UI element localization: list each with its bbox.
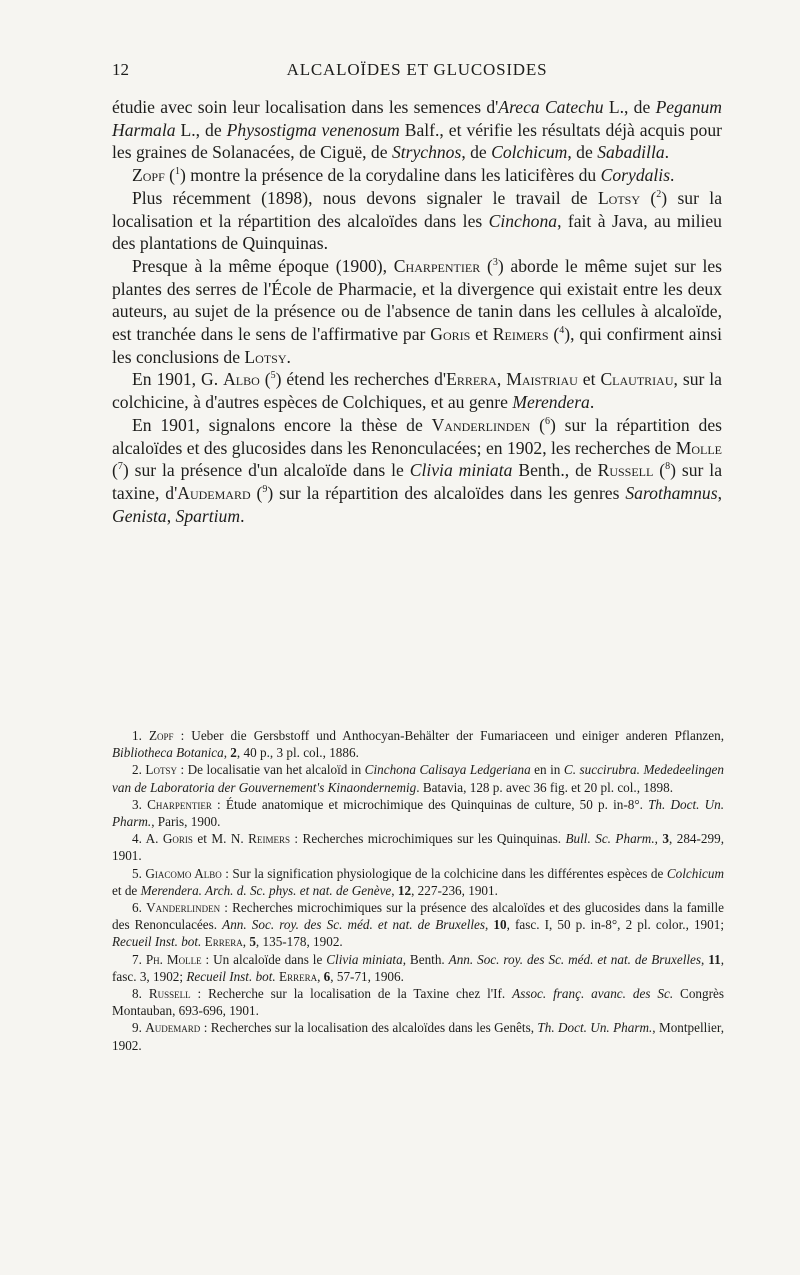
page-header	[112, 60, 722, 86]
footnote-ref: 5	[270, 370, 276, 382]
text: , Montpellier, 1902.	[112, 1020, 725, 1053]
text: : Un alcaloïde dans le	[201, 951, 327, 967]
journal-title: Th. Doct. Un. Pharm.	[112, 796, 724, 830]
text: 1.	[132, 728, 149, 743]
author-name: Russell	[148, 986, 191, 1002]
text: : Étude anatomique et microchimique des Quinquinas de culture, 50 p. in-8°.	[211, 796, 649, 812]
author-name: Lotsy	[244, 346, 287, 367]
text: Presque à la même époque (1900),	[132, 255, 394, 276]
footnote-ref: 2	[656, 188, 662, 200]
text: ) sur la taxine, d'	[112, 460, 723, 503]
footnote-7	[112, 951, 724, 985]
author-name: Zopf	[148, 728, 174, 743]
genus-name: Colchicum	[491, 142, 568, 163]
page-number: 12	[112, 60, 129, 79]
text: ) sur la répartition des alcaloïdes et des glucosides dans les Renonculacées; en 1902, les recherches de	[112, 414, 722, 458]
text: Congrès Montauban, 693-696, 1901.	[112, 986, 724, 1019]
text: ,	[485, 917, 494, 933]
author-name: Charpentier	[393, 255, 481, 276]
footnote-ref: 3	[492, 257, 498, 269]
text: ), qui confirment ainsi les conclusions de	[112, 324, 722, 367]
text: L., de	[603, 97, 656, 117]
text: , Benth.	[402, 951, 449, 967]
text: (	[164, 165, 176, 186]
author-name: Lotsy	[145, 762, 177, 778]
journal-title: C. succirubra. Mededeelingen van de Laboratoria der Gouvernement's Kinaondernemig	[112, 762, 724, 795]
author-name: Charpentier	[147, 796, 212, 812]
author-name: Errera	[279, 968, 318, 984]
text: 7.	[132, 951, 146, 967]
species-name: Peganum Harmala	[112, 97, 723, 140]
genus-name: Strychnos	[391, 142, 462, 163]
text: , fasc. 3, 1902;	[112, 951, 725, 984]
paragraph-6	[112, 414, 722, 528]
author-name: Maistriau	[506, 369, 578, 390]
author-name: Clautriau	[600, 369, 674, 390]
footnote-1	[112, 727, 724, 761]
text: (	[548, 324, 560, 345]
journal-title: Bibliotheca Botanica	[112, 745, 224, 761]
footnote-ref: 9	[262, 484, 268, 496]
text: (	[480, 255, 493, 276]
author-name: Giacomo Albo	[145, 865, 222, 881]
text: et	[577, 369, 601, 390]
author-name: Albo	[223, 369, 260, 390]
paragraph-2	[112, 164, 722, 187]
text: ) sur la localisation et la répartition des alcaloïdes dans les	[112, 187, 723, 231]
text: ) sur la répartition des alcaloïdes dans les genres	[267, 482, 626, 503]
author-name: Errera	[446, 369, 497, 390]
journal-title: Ann. Soc. roy. des Sc. méd. et nat. de Bruxelles	[222, 917, 486, 933]
footnote-9	[112, 1019, 724, 1053]
author-name: Russell	[597, 460, 654, 481]
journal-title: Recueil Inst. bot.	[186, 968, 280, 984]
volume-number: 2	[230, 745, 237, 761]
genus-name: Cinchona	[488, 210, 558, 231]
text: : Recherche sur la localisation de la Taxine chez l'If.	[190, 986, 513, 1002]
species-name: Physostigma venenosum	[226, 119, 400, 140]
genus-name: Merendera	[512, 392, 590, 413]
text: 8.	[132, 986, 149, 1002]
text: ,	[717, 482, 722, 503]
genus-name: Sarothamnus	[625, 482, 718, 503]
text: , de	[567, 142, 598, 163]
journal-title: Assoc. franç. avanc. des Sc.	[512, 986, 674, 1002]
journal-title: Recueil Inst. bot.	[112, 934, 205, 950]
volume-number: 12	[397, 882, 412, 898]
author-name: Errera	[204, 934, 243, 950]
author-name: Goris	[430, 324, 471, 345]
text: (	[112, 460, 118, 481]
paragraph-1	[112, 96, 722, 164]
author-name: Reimers	[248, 831, 290, 847]
journal-title: Th. Doct. Un. Pharm.	[537, 1020, 653, 1036]
author-name: Goris	[162, 831, 193, 847]
text: , 135-178, 1902.	[255, 934, 343, 950]
text: : Ueber die Gersbstoff und Anthocyan-Behälter der Fumariaceen und einiger anderen Pflanzen,	[173, 728, 725, 743]
journal-title: Ann. Soc. roy. des Sc. méd. et nat. de Bruxelles	[448, 951, 702, 967]
text: .	[670, 165, 675, 186]
text: : De localisatie van het alcaloïd in	[176, 762, 365, 778]
text: Plus récemment (1898), nous devons signaler le travail de	[132, 187, 598, 208]
text: Balf., et vérifie les résultats déjà acquis pour les graines de Solanacées, de Ciguë, de	[112, 119, 722, 163]
text: ) aborde le même sujet sur les plantes des serres de l'École de Pharmacie, et la divergence qui existait entre les deux auteurs, au sujet de la présence ou de l'absence de tanin dans les cellules à alcaloïde, est tranchée dans le sens de l'affirmative par	[112, 255, 722, 345]
text: et	[470, 324, 493, 345]
author-name: Audemard	[145, 1020, 201, 1036]
footnote-ref: 7	[117, 461, 123, 473]
text: , Paris, 1900.	[151, 814, 221, 830]
footnote-ref: 6	[544, 415, 550, 427]
volume-number: 10	[493, 917, 507, 933]
text: (	[259, 369, 271, 390]
footnote-ref: 4	[559, 325, 565, 337]
footnote-3	[112, 796, 724, 830]
text: 9.	[132, 1020, 146, 1036]
footnote-6	[112, 899, 724, 951]
volume-number: 11	[708, 951, 721, 967]
text: : Recherches microchimiques sur les Quinquinas.	[289, 831, 566, 847]
footnote-8	[112, 985, 724, 1019]
text: , fasc. I, 50 p. in-8°, 2 pl. color., 1901;	[506, 917, 724, 933]
text: En 1901, G.	[132, 369, 224, 390]
text: : Sur la signification physiologique de la colchicine dans les différentes espèces de	[221, 865, 667, 881]
footnote-ref: 1	[175, 166, 181, 178]
volume-number: 6	[323, 968, 331, 984]
text: .	[589, 392, 595, 413]
text: L., de	[175, 119, 227, 140]
text: 6.	[132, 900, 147, 916]
author-name: Audemard	[177, 482, 251, 503]
genus-name: Corydalis	[600, 165, 671, 186]
text: ,	[317, 968, 324, 984]
genus-name: Spartium	[175, 505, 241, 526]
paragraph-3	[112, 187, 722, 255]
journal-title: Bull. Sc. Pharm.	[565, 831, 655, 847]
text: ,	[701, 951, 709, 967]
species-name: Clivia miniata	[409, 460, 513, 481]
paragraph-5	[112, 368, 722, 413]
text: .	[286, 346, 291, 367]
text: , 227-236, 1901.	[411, 882, 498, 898]
text: , sur la colchicine, à d'autres espèces de Colchiques, et au genre	[112, 369, 722, 413]
text: ,	[391, 882, 398, 898]
text: ) étend les recherches d'	[275, 369, 447, 390]
text: ) sur la présence d'un alcaloïde dans le	[122, 460, 410, 481]
footnotes	[112, 727, 724, 1054]
text: en in	[530, 762, 564, 778]
text: étudie avec soin leur localisation dans les semences d'	[112, 97, 499, 117]
text: ,	[654, 831, 663, 847]
volume-number: 3	[662, 831, 669, 847]
text: 4. A.	[132, 831, 163, 847]
text: (	[250, 482, 263, 503]
text: , fait à Java, au milieu des plantations de Quinquinas.	[112, 210, 722, 254]
text: 2.	[132, 762, 146, 778]
footnote-2	[112, 761, 724, 795]
text: : Recherches microchimiques sur la présence des alcaloïdes et des glucosides dans la famille des Renonculacées.	[112, 900, 724, 933]
text: (	[653, 460, 666, 481]
text: .	[240, 505, 245, 526]
text: Benth., de	[512, 460, 598, 481]
text: 5.	[132, 865, 146, 881]
author-name: Zopf	[132, 165, 165, 186]
journal-title: Merendera. Arch. d. Sc. phys. et nat. de Genève	[140, 882, 392, 898]
footnote-4	[112, 830, 724, 864]
volume-number: 5	[249, 934, 256, 950]
text: et M. N.	[192, 831, 249, 847]
paragraph-4	[112, 255, 722, 369]
text: , 40 p., 3 pl. col., 1886.	[236, 745, 359, 761]
text: ,	[242, 934, 250, 950]
author-name: Molle	[675, 437, 722, 458]
text: et de	[112, 882, 141, 898]
author-name: Vanderlinden	[146, 900, 221, 916]
text: ,	[223, 745, 231, 761]
text: 3.	[132, 796, 148, 812]
text: . Batavia, 128 p. avec 36 fig. et 20 pl. col., 1898.	[416, 779, 673, 795]
text: ,	[496, 369, 507, 390]
footnote-ref: 8	[665, 461, 671, 473]
text: ,	[166, 505, 176, 526]
author-name: Reimers	[492, 324, 549, 345]
genus-name: Genista	[112, 505, 167, 526]
genus-name: Sabadilla	[597, 142, 665, 163]
text: .	[664, 142, 670, 163]
text: : Recherches sur la localisation des alcaloïdes dans les Genêts,	[200, 1020, 538, 1036]
genus-name: Colchicum	[666, 865, 724, 881]
species-name: Clivia miniata	[326, 951, 403, 967]
footnote-5	[112, 865, 724, 899]
text: , 284-299, 1901.	[112, 831, 724, 864]
text: ) montre la présence de la corydaline dans les laticifères du	[180, 165, 601, 186]
text: , de	[461, 142, 492, 163]
text: En 1901, signalons encore la thèse de	[132, 414, 432, 435]
body-text	[112, 96, 722, 527]
author-name: Ph. Molle	[145, 951, 202, 967]
species-name: Cinchona Calisaya Ledgeriana	[364, 762, 531, 778]
author-name: Lotsy	[597, 187, 641, 208]
text: (	[640, 187, 657, 208]
species-name: Areca Catechu	[498, 97, 604, 117]
running-head: ALCALOÏDES ET GLUCOSIDES	[286, 60, 548, 79]
text: , 57-71, 1906.	[330, 968, 404, 984]
author-name: Vanderlinden	[431, 414, 531, 435]
text: (	[530, 414, 545, 435]
